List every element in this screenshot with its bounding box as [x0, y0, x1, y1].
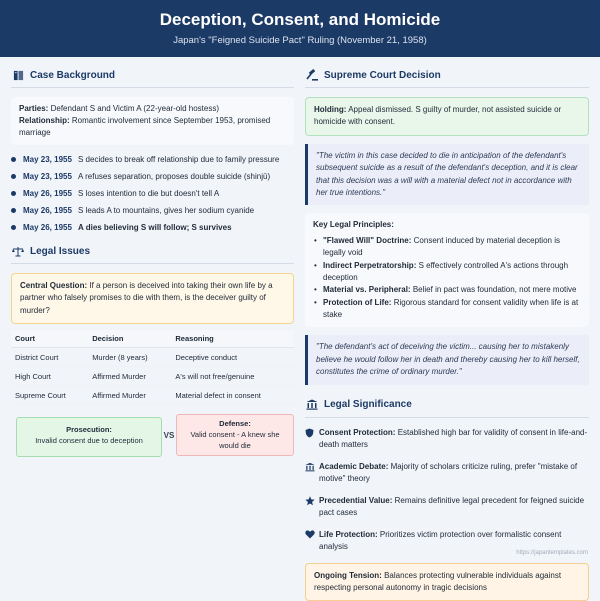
timeline-item: May 26, 1955 S leads A to mountains, gives her sodium cyanide	[11, 202, 294, 219]
significance-list	[305, 427, 589, 553]
table-row: Supreme Court Affirmed Murder Material defect in consent	[11, 386, 294, 405]
right-column	[305, 68, 589, 601]
shield-icon	[305, 427, 319, 451]
principles-box: Key Legal Principles: • "Flawed Will" Doctrine: Consent induced by material deception is legally void • Indirect Perpetratorship: S effectively controlled A's actions through deception • Material vs. Peripheral: Belief in pact was foundation, not mere motive • Protection of Life: Rigorous standard for consent validity when life is at stake	[305, 213, 589, 327]
page-header	[0, 0, 600, 57]
list-item: Consent Protection: Established high bar for validity of consent in life-and-death matters	[305, 427, 589, 451]
ongoing-tension-box: Ongoing Tension: Balances protecting vulnerable individuals against respecting personal autonomy in tragic decisions	[305, 563, 589, 601]
timeline	[11, 151, 294, 236]
case-background-heading: Case Background	[11, 68, 294, 82]
timeline-item: May 23, 1955 S decides to break off relationship due to family pressure	[11, 151, 294, 168]
parties-box: Parties: Defendant S and Victim A (22-year-old hostess) Relationship: Romantic involvement since September 1953, promised marriage	[11, 97, 294, 145]
table-row: District Court Murder (8 years) Deceptive conduct	[11, 348, 294, 367]
list-item: Life Protection: Prioritizes victim protection over formalistic consent analysis	[305, 529, 589, 553]
university-icon	[305, 461, 319, 485]
table-row: High Court Affirmed Murder A's will not free/genuine	[11, 367, 294, 386]
bullet-icon	[11, 191, 16, 196]
star-icon	[305, 495, 319, 519]
defense-box: Defense: Valid consent - A knew she would die	[176, 414, 294, 456]
prosecution-box: Prosecution: Invalid consent due to deception	[16, 417, 162, 457]
court-quote: "The victim in this case decided to die in anticipation of the defendant's subsequent suicide as a result of the defendant's deception, and it is clear that this decision was a will with a material defect not in accordance with her true intentions."	[305, 144, 589, 206]
supreme-court-heading: Supreme Court Decision	[305, 68, 589, 82]
legal-issues-heading: Legal Issues	[11, 244, 294, 258]
legal-significance-heading: Legal Significance	[305, 398, 589, 412]
timeline-item: May 26, 1955 S loses intention to die but doesn't tell A	[11, 185, 294, 202]
list-item: • Indirect Perpetratorship: S effectively controlled A's actions through deception	[313, 260, 581, 285]
university-icon	[305, 399, 319, 411]
timeline-item: May 26, 1955 A dies believing S will follow; S survives	[11, 219, 294, 236]
page-subtitle: Japan's "Feigned Suicide Pact" Ruling (November 21, 1958)	[173, 35, 427, 46]
court-quote: "The defendant's act of deceiving the victim... causing her to mistakenly believe he would follow her in death and thereby causing her to kill herself, constitutes the crime of ordinary murder."	[305, 335, 589, 384]
left-column	[11, 68, 294, 463]
bullet-icon	[11, 157, 16, 162]
list-item: • Material vs. Peripheral: Belief in pact was foundation, not mere motive	[313, 284, 581, 296]
list-item: Precedential Value: Remains definitive legal precedent for feigned suicide pact cases	[305, 495, 589, 519]
gavel-icon	[305, 69, 319, 81]
vs-label: VS	[163, 431, 175, 441]
bullet-icon	[11, 208, 16, 213]
page-title: Deception, Consent, and Homicide	[159, 10, 441, 29]
timeline-item: May 23, 1955 A refuses separation, proposes double suicide (shinjū)	[11, 168, 294, 185]
heart-icon	[305, 529, 319, 553]
holding-box: Holding: Appeal dismissed. S guilty of murder, not assisted suicide or homicide with consent.	[305, 97, 589, 136]
list-item: • "Flawed Will" Doctrine: Consent induced by material deception is legally void	[313, 235, 581, 260]
divider	[305, 417, 589, 418]
book-icon	[11, 69, 25, 81]
bullet-icon	[11, 225, 16, 230]
list-item: • Protection of Life: Rigorous standard for consent validity when life is at stake	[313, 297, 581, 322]
central-question-box: Central Question: If a person is deceived into taking their own life by a partner who falsely promises to die with them, is the deceiver guilty of murder?	[11, 273, 294, 324]
footer-url: https://japantemplates.com	[516, 550, 588, 556]
divider	[11, 87, 294, 88]
court-decisions-table	[11, 330, 294, 405]
scale-icon	[11, 245, 25, 257]
arguments-comparison	[11, 417, 294, 463]
bullet-icon	[11, 174, 16, 179]
table-header-row: Court Decision Reasoning	[11, 330, 294, 348]
divider	[305, 87, 589, 88]
list-item: Academic Debate: Majority of scholars criticize ruling, prefer "mistake of motive" theory	[305, 461, 589, 485]
divider	[11, 263, 294, 264]
